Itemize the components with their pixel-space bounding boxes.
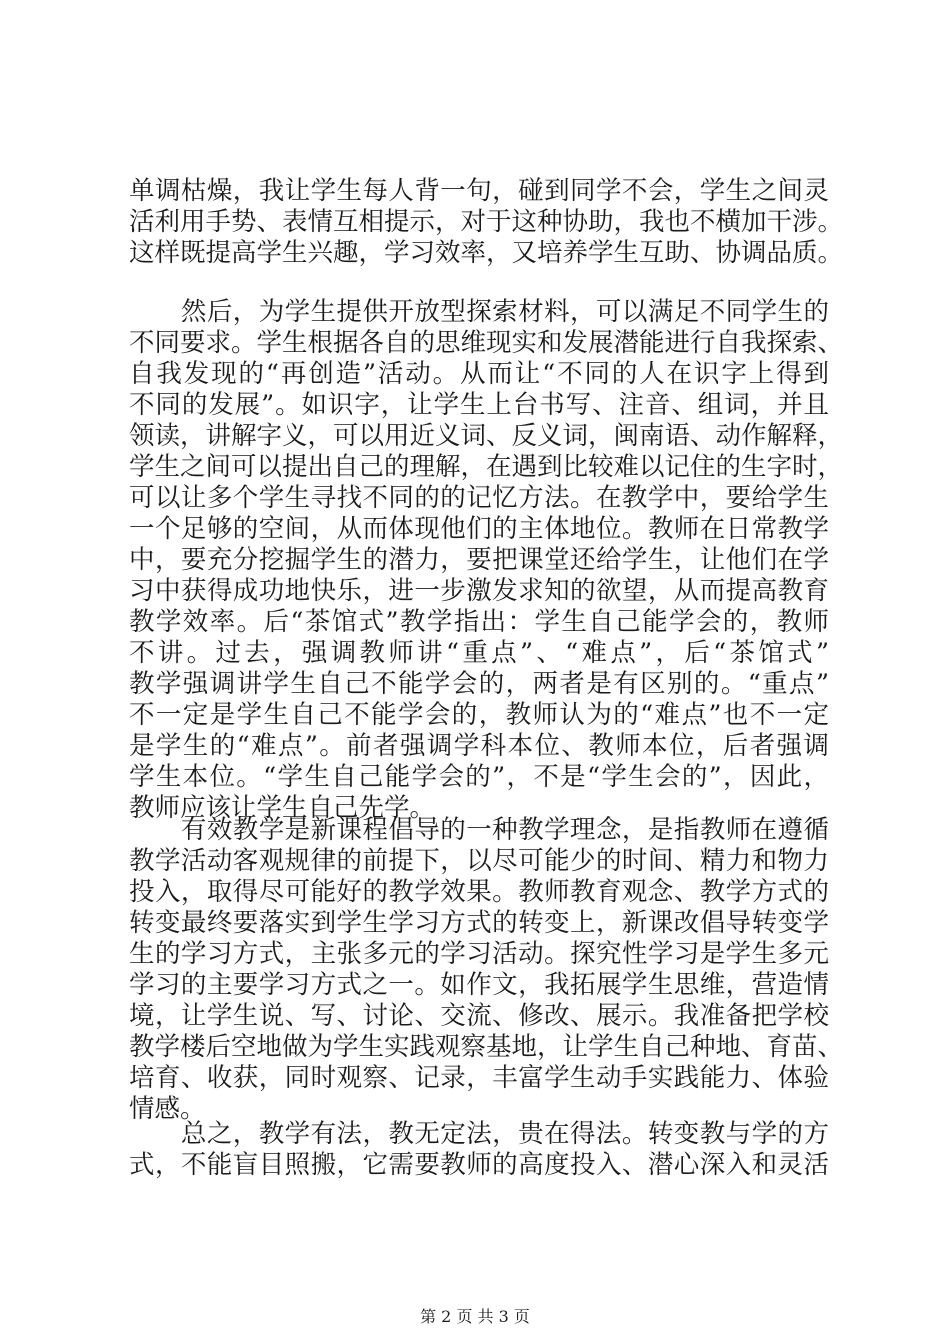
paragraph-3 xyxy=(129,815,844,1125)
text-line: 不讲。过去，强调教师讲“重点”、“难点”，后“茶馆式” xyxy=(129,638,829,668)
text-line: 学生之间可以提出自己的理解，在遇到比较难以记住的生字时， xyxy=(129,452,844,482)
paragraph-2 xyxy=(129,297,844,824)
text-line: 教学楼后空地做为学生实践观察基地，让学生自己种地、育苗、 xyxy=(129,1032,844,1062)
text-line: 不一定是学生自己不能学会的，教师认为的“难点”也不一定 xyxy=(129,700,829,730)
text-line: 生的学习方式，主张多元的学习活动。探究性学习是学生多元 xyxy=(129,939,829,969)
text-line: 不同要求。学生根据各自的思维现实和发展潜能进行自我探索、 xyxy=(129,328,844,358)
page-footer: 第 2 页 共 3 页 xyxy=(420,1307,530,1326)
text-line: 有效教学是新课程倡导的一种教学理念，是指教师在遵循 xyxy=(129,815,829,845)
text-line: 教学强调讲学生自己不能学会的，两者是有区别的。“重点” xyxy=(129,669,829,699)
text-line: 这样既提高学生兴趣，学习效率，又培养学生互助、协调品质。 xyxy=(129,238,844,268)
text-line: 总之，教学有法，教无定法，贵在得法。转变教与学的方 xyxy=(129,1119,829,1149)
text-line: 式，不能盲目照搬，它需要教师的高度投入、潜心深入和灵活 xyxy=(129,1150,829,1180)
text-line: 学生本位。“学生自己能学会的”，不是“学生会的”，因此， xyxy=(129,762,829,792)
text-line: 一个足够的空间，从而体现他们的主体地位。教师在日常教学 xyxy=(129,514,829,544)
text-line: 是学生的“难点”。前者强调学科本位、教师本位，后者强调 xyxy=(129,731,829,761)
text-line: 领读，讲解字义，可以用近义词、反义词，闽南语、动作解释， xyxy=(129,421,844,451)
text-line: 境，让学生说、写、讨论、交流、修改、展示。我准备把学校 xyxy=(129,1001,829,1031)
text-line: 活利用手势、表情互相提示，对于这种协助，我也不横加干涉。 xyxy=(129,207,844,237)
text-line: 自我发现的“再创造”活动。从而让“不同的人在识字上得到 xyxy=(129,359,829,389)
text-line: 中，要充分挖掘学生的潜力，要把课堂还给学生，让他们在学 xyxy=(129,545,829,575)
text-line: 单调枯燥，我让学生每人背一句，碰到同学不会，学生之间灵 xyxy=(129,176,829,206)
text-line: 习中获得成功地快乐，进一步激发求知的欲望，从而提高教育 xyxy=(129,576,829,606)
text-line: 不同的发展”。如识字，让学生上台书写、注音、组词，并且 xyxy=(129,390,829,420)
text-line: 投入，取得尽可能好的教学效果。教师教育观念、教学方式的 xyxy=(129,877,829,907)
text-line: 教学活动客观规律的前提下，以尽可能少的时间、精力和物力 xyxy=(129,846,829,876)
text-line: 学习的主要学习方式之一。如作文，我拓展学生思维，营造情 xyxy=(129,970,829,1000)
paragraph-4 xyxy=(129,1119,829,1181)
paragraph-1 xyxy=(129,176,844,269)
text-line: 转变最终要落实到学生学习方式的转变上，新课改倡导转变学 xyxy=(129,908,829,938)
text-line: 然后，为学生提供开放型探索材料，可以满足不同学生的 xyxy=(129,297,829,327)
text-line: 培育、收获，同时观察、记录，丰富学生动手实践能力、体验 xyxy=(129,1063,829,1093)
text-line: 教学效率。后“茶馆式”教学指出：学生自己能学会的，教师 xyxy=(129,607,829,637)
text-line: 情感。 xyxy=(129,1094,206,1124)
text-line: 教师应该让学生自己先学。 xyxy=(129,793,436,823)
text-line: 可以让多个学生寻找不同的的记忆方法。在教学中，要给学生 xyxy=(129,483,829,513)
